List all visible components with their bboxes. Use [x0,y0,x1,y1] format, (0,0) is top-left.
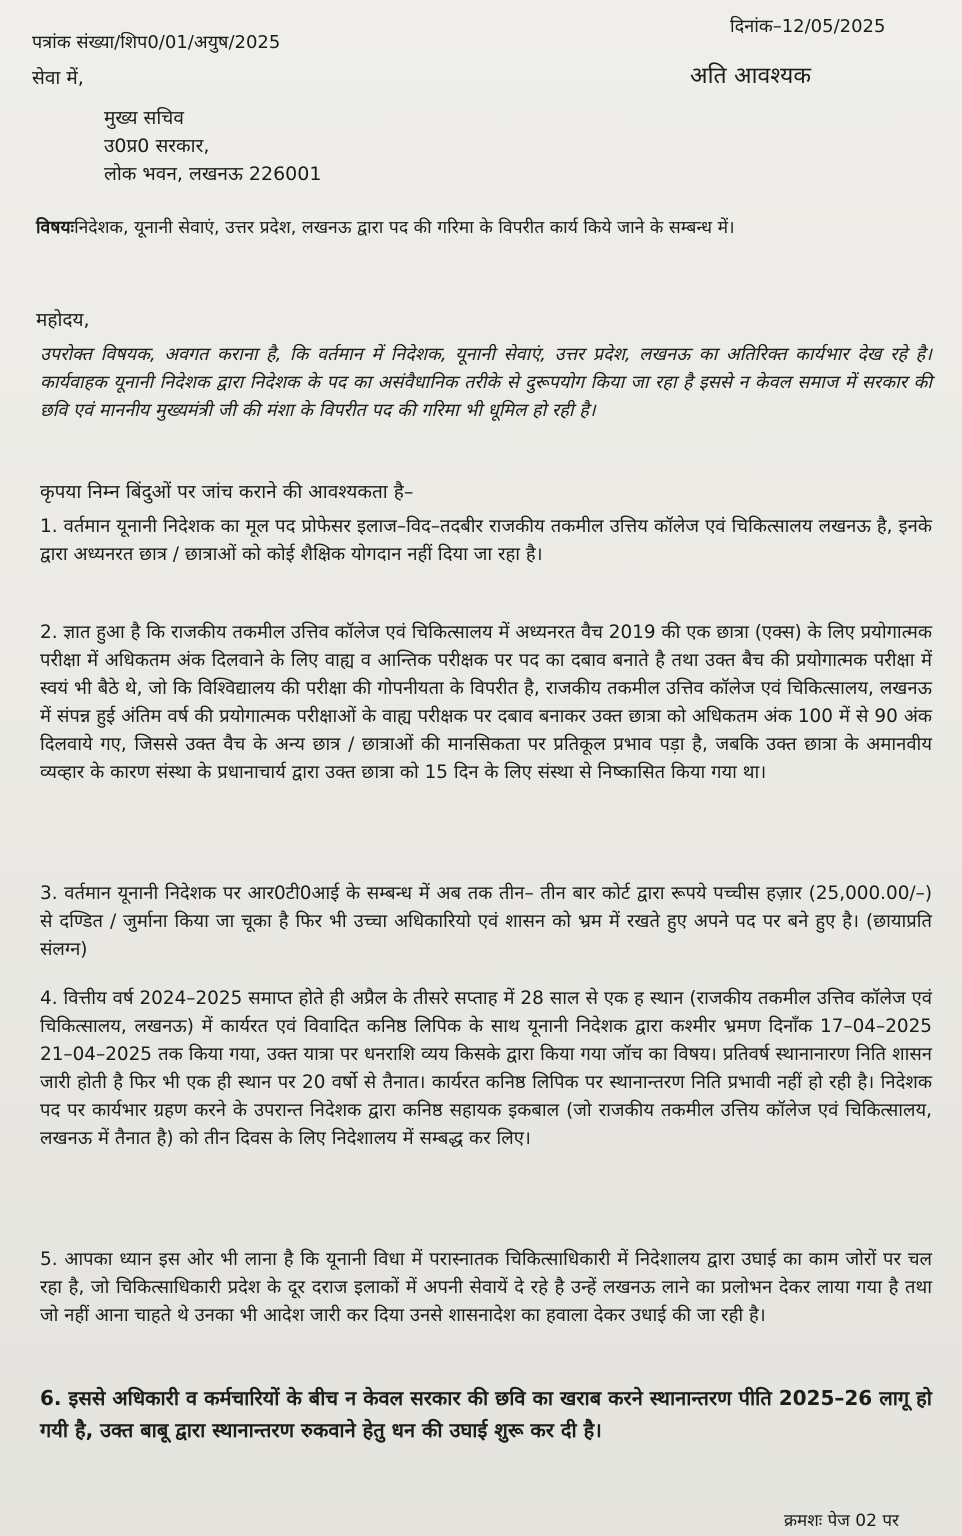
point-5: 5. आपका ध्यान इस ओर भी लाना है कि यूनानी विधा में परास्नातक चिकित्साधिकारी में निदेशालय द्वारा उघाई का काम जोरों पर चल रहा है, जो चिकित्साधिकारी प्रदेश के दूर दराज इलाकों में अपनी सेवायें दे रहे है उन्हें लखनऊ लाने का प्रलोभन देकर लाया गया है तथा जो नहीं आना चाहते थे उनका भी आदेश जारी कर दिया उनसे शासनादेश का हवाला देकर उधाई की जा रही है। [40,1249,932,1326]
letter-date: दिनांक–12/05/2025 [730,16,886,37]
urgency-label: अति आवश्यक [690,63,812,89]
recipient-line-2: उ0प्र0 सरकार, [104,135,210,157]
subject-text: निदेशक, यूनानी सेवाएं, उत्तर प्रदेश, लखनऊ द्वारा पद की गरिमा के विपरीत कार्य किये जाने के सम्बन्ध में। [74,218,735,238]
salutation-to: सेवा में, [32,67,84,89]
point-4: 4. वित्तीय वर्ष 2024–2025 समाप्त होते ही अप्रैल के तीसरे सप्ताह में 28 साल से एक ह स्थान (राजकीय तकमील उत्तिव कॉलेज एवं चिकित्सालय, लखनऊ) में कार्यरत एवं विवादित कनिष्ठ लिपिक के साथ यूनानी निदेशक द्वारा कश्मीर भ्रमण दिनाँक 17–04–2025 21–04–2025 तक किया गया, उक्त यात्रा पर धनराशि व्यय किसके द्वारा किया गया जॉच का विषय। प्रतिवर्ष स्थानानारण निति शासन जारी होती है फिर भी एक ही स्थान पर 20 वर्षो से तैनात। कार्यरत कनिष्ठ लिपिक पर स्थानान्तरण निति प्रभावी नहीं हो रही है। निदेशक पद पर कार्यभार ग्रहण करने के उपरान्त निदेशक द्वारा कनिष्ठ सहायक इकबाल (जो राजकीय तकमील उत्तिय कॉलेज एवं चिकित्सालय, लखनऊ में तैनात है) को तीन दिवस के लिए निदेशालय में सम्बद्ध कर लिए। [40,988,932,1149]
continuation-note: क्रमशः पेज 02 पर [784,1511,899,1531]
salutation: महोदय, [36,309,90,331]
lead-sentence: कृपया निम्न बिंदुओं पर जांच कराने की आवश्यकता है– [40,481,414,503]
recipient-line-3: लोक भवन, लखनऊ 226001 [104,163,322,185]
point-2: 2. ज्ञात हुआ है कि राजकीय तकमील उत्तिव कॉलेज एवं चिकित्सालय में अध्यनरत वैच 2019 की एक छात्रा (एक्स) के लिए प्रयोगात्मक परीक्षा में अधिकतम अंक दिलवाने के लिए वाह्य व आन्तिक परीक्षक पर पद का दबाव बनाते है तथा उक्त बैच की प्रयोगात्मक परीक्षा में स्वयं भी बैठे थे, जो कि विश्विद्यालय की परीक्षा की गोपनीयता के विपरीत है, राजकीय तकमील उत्तिव कॉलेज एवं चिकित्सालय, लखनऊ में संपन्न हुई अंतिम वर्ष की प्रयोगात्मक परीक्षाओं के वाह्य परीक्षक पर दबाव बनाकर उक्त छात्रा को अधिकतम अंक 100 में से 90 अंक दिलवाये गए, जिससे उक्त वैच के अन्य छात्र / छात्राओं की मानसिकता पर प्रतिकूल प्रभाव पड़ा है, जबकि उक्त छात्रा के अमानवीय व्यव्हार के कारण संस्था के प्रधानाचार्य द्वारा उक्त छात्रा को 15 दिन के लिए संस्था से निष्कासित किया गया था। [40,622,932,783]
point-1: 1. वर्तमान यूनानी निदेशक का मूल पद प्रोफेसर इलाज–विद–तदबीर राजकीय तकमील उत्तिय कॉलेज एवं चिकित्सालय लखनऊ है, इनके द्वारा अध्यनरत छात्र / छात्राओं को कोई शैक्षिक योगदान नहीं दिया जा रहा है। [40,516,932,565]
intro-paragraph: उपरोक्त विषयक, अवगत कराना है, कि वर्तमान में निदेशक, यूनानी सेवाएं, उत्तर प्रदेश, लखनऊ का अतिरिक्त कार्यभार देख रहे है। कार्यवाहक यूनानी निदेशक द्वारा निदेशक के पद का असंवैधानिक तरीके से दुरूपयोग किया जा रहा है इससे न केवल समाज में सरकार की छवि एवं माननीय मुख्यमंत्री जी की मंशा के विपरीत पद की गरिमा भी धूमिल हो रही है। [40,344,932,421]
reference-number: पत्रांक संख्या/शिप0/01/अयुष/2025 [32,32,281,53]
recipient-line-1: मुख्य सचिव [104,107,184,129]
subject-label: विषयः [36,218,75,238]
point-3: 3. वर्तमान यूनानी निदेशक पर आर0टी0आई के सम्बन्ध में अब तक तीन– तीन बार कोर्ट द्वारा रूपये पच्चीस हज़ार (25,000.00/–) से दण्डित / जुर्माना किया जा चूका है फिर भी उच्चा अधिकारियो एवं शासन को भ्रम में रखते हुए अपने पद पर बने हुए है। (छायाप्रति संलग्न) [40,883,932,960]
subject-line [36,215,735,239]
point-6: 6. इससे अधिकारी व कर्मचारियों के बीच न केवल सरकार की छवि का खराब करने स्थानान्तरण पीति 2025–26 लागू हो गयी है, उक्त बाबू द्वारा स्थानान्तरण रुकवाने हेतु धन की उघाई शुरू कर दी है। [40,1386,932,1442]
